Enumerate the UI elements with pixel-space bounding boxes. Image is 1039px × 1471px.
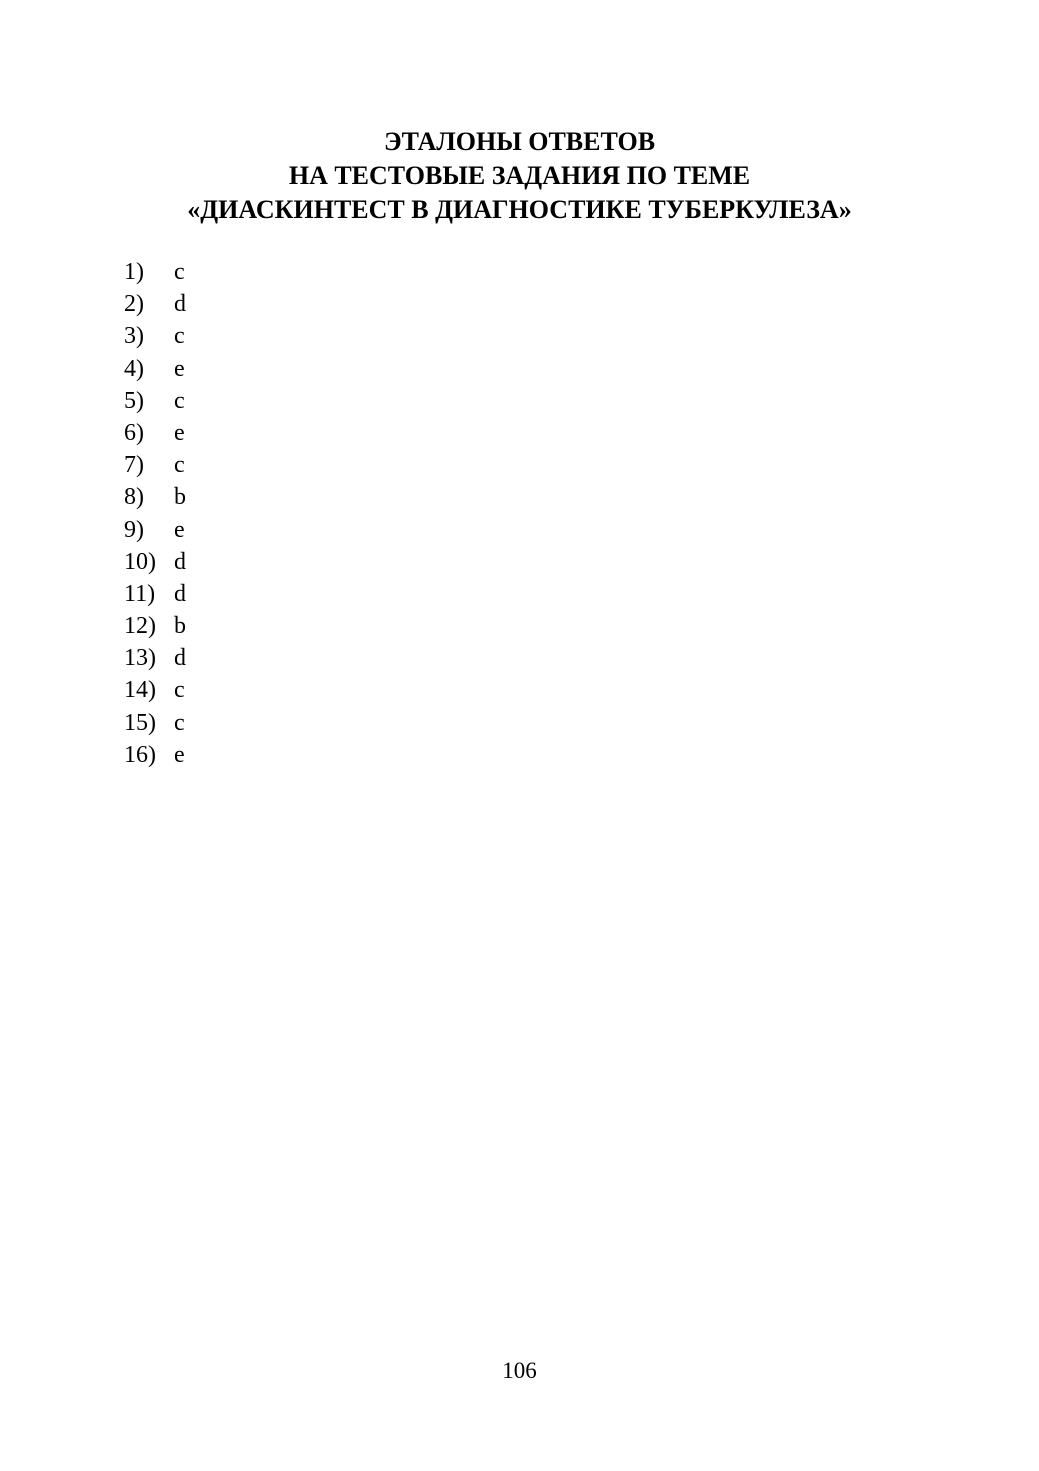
answer-item [124, 610, 186, 642]
answer-item [124, 256, 186, 288]
answer-number: 7) [124, 452, 144, 479]
answer-list [124, 256, 186, 771]
answer-value: c [174, 452, 185, 479]
answer-value: b [174, 484, 186, 511]
answer-number: 16) [124, 741, 156, 768]
answer-number: 11) [124, 580, 156, 607]
answer-number: 2) [124, 291, 144, 318]
answer-value: d [174, 645, 186, 672]
answer-item [124, 481, 186, 513]
answer-value: c [174, 323, 185, 350]
answer-value: c [174, 387, 185, 414]
answer-number: 4) [124, 355, 144, 382]
answer-item [124, 578, 186, 610]
answer-item [124, 642, 186, 674]
answer-number: 13) [124, 645, 156, 672]
answer-number: 10) [124, 548, 156, 575]
title-line-2: НА ТЕСТОВЫЕ ЗАДАНИЯ ПО ТЕМЕ [288, 161, 751, 190]
answer-value: c [174, 709, 185, 736]
title-line-3: «ДИАСКИНТЕСТ В ДИАГНОСТИКЕ ТУБЕРКУЛЕЗА» [187, 195, 852, 224]
answer-number: 3) [124, 323, 144, 350]
answer-item [124, 288, 186, 320]
answer-value: e [174, 419, 185, 446]
answer-number: 12) [124, 613, 156, 640]
answer-number: 1) [124, 259, 144, 285]
answer-value: d [174, 548, 186, 575]
answer-value: e [174, 516, 185, 543]
title-line-1: ЭТАЛОНЫ ОТВЕТОВ [383, 127, 656, 156]
answer-number: 14) [124, 677, 156, 704]
answer-value: e [174, 355, 185, 382]
answer-item [124, 320, 186, 352]
answer-item [124, 546, 186, 578]
answer-value: d [174, 291, 186, 318]
answer-number: 8) [124, 484, 144, 511]
answer-number: 15) [124, 709, 156, 736]
answer-item [124, 417, 186, 449]
answer-number: 5) [124, 387, 144, 414]
page-number: 106 [502, 1358, 537, 1383]
answer-item [124, 674, 186, 706]
answer-number: 6) [124, 419, 144, 446]
answer-item [124, 385, 186, 417]
answer-item [124, 739, 186, 771]
answer-item [124, 514, 186, 546]
page-title [0, 125, 1039, 227]
answer-item [124, 707, 186, 739]
answer-value: d [174, 580, 186, 607]
answer-value: b [174, 613, 186, 640]
answer-item [124, 353, 186, 385]
answer-value: c [174, 259, 185, 285]
answer-number: 9) [124, 516, 144, 543]
answer-value: c [174, 677, 185, 704]
answer-item [124, 449, 186, 481]
answer-value: e [174, 741, 185, 768]
